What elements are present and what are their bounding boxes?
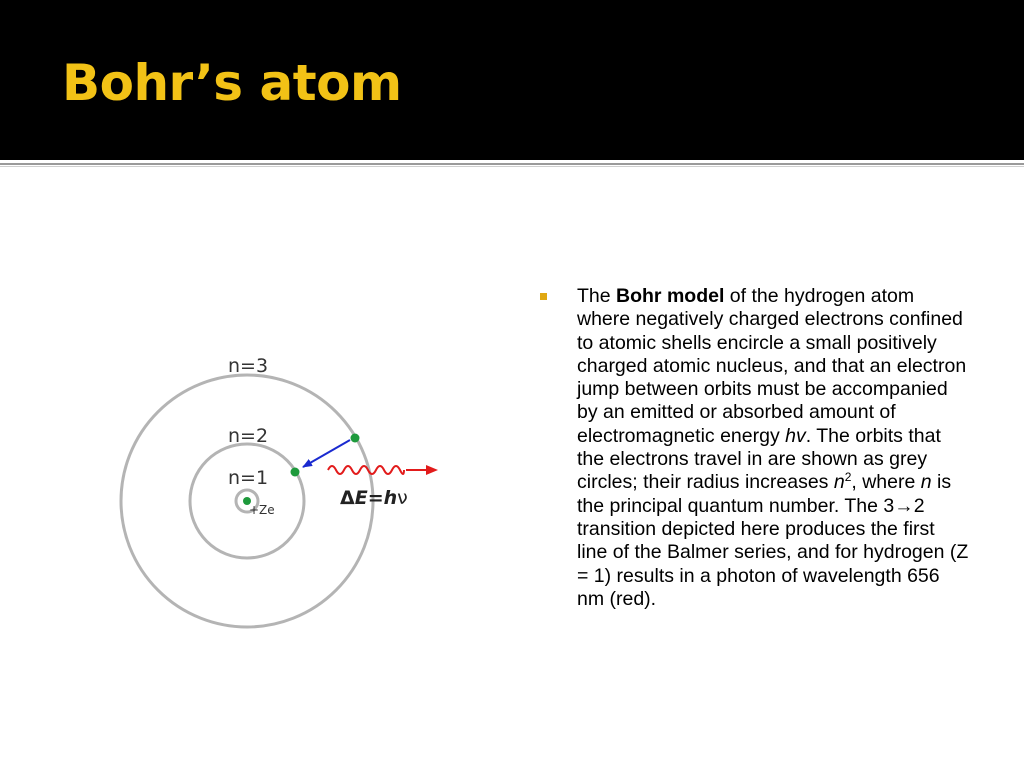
text-run: . The orbits that the electrons travel in are shown as grey circles; their radius increases <box>577 424 941 494</box>
italic-hv: hv <box>785 424 806 447</box>
text-run: of the hydrogen atom where negatively charged electrons confined to atomic shells encircle a small positively charged atomic nucleus, and that an electron jump between orbits must be accompanied by an emitted or absorbed amount of electromagnetic energy <box>577 285 967 447</box>
photon-wave <box>328 466 404 474</box>
text-run: is the principal quantum number. The 3→2 transition depicted here produces the first line of the Balmer series, and for hydrogen (Z = 1) results in a photon of wavelength 656 nm (red). <box>577 471 969 610</box>
title-bar <box>0 0 1024 160</box>
text-run: , where <box>851 471 921 494</box>
slide-title: Bohr’s atom <box>62 54 402 112</box>
electron-n3 <box>351 434 360 443</box>
bohr-atom-diagram <box>110 340 460 640</box>
label-n2: n=2 <box>228 425 269 447</box>
bold-term: Bohr model <box>616 285 725 307</box>
italic-n: n <box>833 471 845 494</box>
label-nucleus-charge: +Ze <box>249 503 275 517</box>
bullet-text <box>577 285 969 611</box>
superscript: 2 <box>844 470 852 485</box>
label-energy-equation: ΔE=hν <box>340 487 408 509</box>
label-n3: n=3 <box>228 355 269 377</box>
text-run: The <box>577 285 617 307</box>
divider-line-light <box>0 166 1024 167</box>
divider-line <box>0 163 1024 165</box>
bohr-atom-svg <box>110 340 460 640</box>
label-n1: n=1 <box>228 467 269 489</box>
photon-arrow-head <box>426 465 438 475</box>
italic-n: n <box>920 471 932 494</box>
electron-n2 <box>291 468 300 477</box>
transition-arrow <box>303 440 350 467</box>
bullet-square-icon <box>540 293 547 300</box>
